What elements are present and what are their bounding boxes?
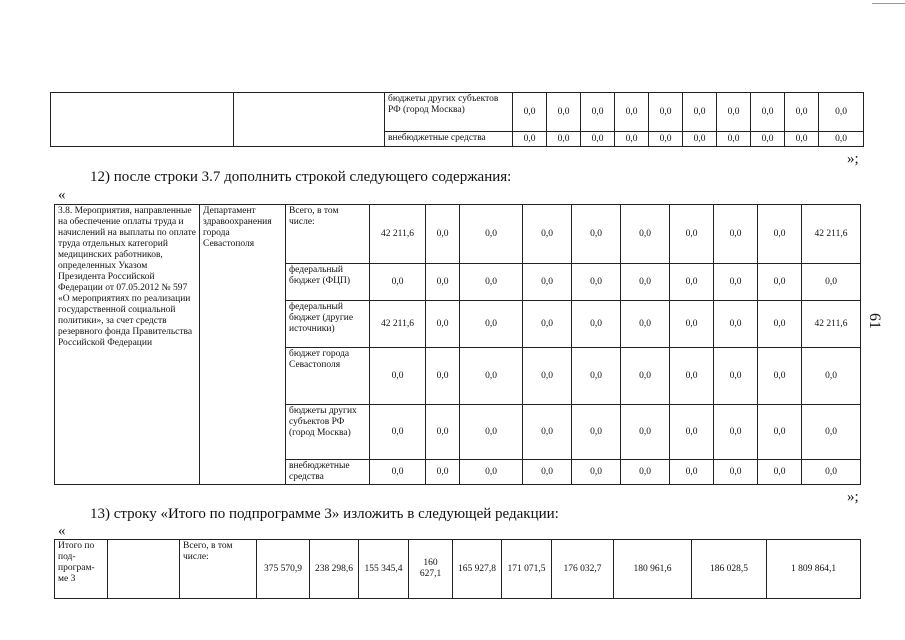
value-cell: 0,0 xyxy=(523,264,572,301)
value-cell: 0,0 xyxy=(621,205,670,264)
value-cell: 0,0 xyxy=(758,205,802,264)
value-cell: 0,0 xyxy=(621,264,670,301)
value-cell: 176 032,7 xyxy=(552,540,614,599)
value-cell: 0,0 xyxy=(370,348,426,405)
value-cell: 0,0 xyxy=(523,205,572,264)
executor-name xyxy=(108,540,180,599)
value-cell: 0,0 xyxy=(460,460,523,485)
value-cell: 0,0 xyxy=(426,348,460,405)
source-label: внебюджетные средства xyxy=(286,460,370,485)
value-cell: 0,0 xyxy=(758,348,802,405)
value-cell: 0,0 xyxy=(683,132,717,147)
measure-description: 3.8. Мероприятия, направленные на обеспечение оплаты труда и начислений на выплаты по оплате труда отдельных категорий медицинских работников, определенных Указом Президента Российской Федерации от 07.05.2012 № 597 «О мероприятиях по реализации государственной социальной политики», за счет средств резервного фонда Правительства Российской Федерации xyxy=(55,205,200,485)
value-cell: 0,0 xyxy=(758,301,802,348)
value-cell: 0,0 xyxy=(751,132,785,147)
table-continuation xyxy=(50,92,864,147)
value-cell: 0,0 xyxy=(572,301,621,348)
value-cell: 0,0 xyxy=(523,348,572,405)
value-cell: 0,0 xyxy=(670,205,714,264)
value-cell: 155 345,4 xyxy=(359,540,409,599)
value-cell: 0,0 xyxy=(513,132,547,147)
source-label: бюджет города Севастополя xyxy=(286,348,370,405)
value-cell: 0,0 xyxy=(785,132,819,147)
value-cell: 0,0 xyxy=(460,405,523,460)
source-label: федеральный бюджет (ФЦП) xyxy=(286,264,370,301)
value-cell: 0,0 xyxy=(572,405,621,460)
page-number: 61 xyxy=(866,313,883,329)
value-cell: 0,0 xyxy=(370,405,426,460)
value-cell: 0,0 xyxy=(670,348,714,405)
value-cell: 0,0 xyxy=(802,348,861,405)
value-cell: 0,0 xyxy=(547,93,581,132)
source-label: Всего, в том числе: xyxy=(180,540,257,599)
value-cell: 0,0 xyxy=(370,264,426,301)
value-cell: 0,0 xyxy=(819,132,864,147)
value-cell: 0,0 xyxy=(621,348,670,405)
value-cell: 0,0 xyxy=(649,93,683,132)
value-cell: 0,0 xyxy=(758,264,802,301)
value-cell: 0,0 xyxy=(615,93,649,132)
value-cell: 0,0 xyxy=(802,264,861,301)
source-label: бюджеты других субъектов РФ (город Москва) xyxy=(286,405,370,460)
value-cell: 0,0 xyxy=(523,405,572,460)
value-cell: 0,0 xyxy=(460,301,523,348)
value-cell: 42 211,6 xyxy=(370,301,426,348)
opening-quote: « xyxy=(58,187,66,203)
value-cell: 0,0 xyxy=(670,301,714,348)
value-cell: 375 570,9 xyxy=(257,540,310,599)
value-cell: 238 298,6 xyxy=(310,540,359,599)
value-cell: 0,0 xyxy=(581,132,615,147)
opening-quote: « xyxy=(58,523,66,539)
value-cell: 1 809 864,1 xyxy=(767,540,861,599)
value-cell: 0,0 xyxy=(717,132,751,147)
value-cell: 0,0 xyxy=(621,301,670,348)
source-label: Всего, в том числе: xyxy=(286,205,370,264)
value-cell: 186 028,5 xyxy=(692,540,767,599)
executor-cell xyxy=(234,93,385,147)
value-cell: 42 211,6 xyxy=(802,301,861,348)
measure-cell xyxy=(51,93,234,147)
value-cell: 0,0 xyxy=(621,460,670,485)
closing-quote: »; xyxy=(847,489,859,505)
executor-name: Департамент здравоохранения города Севастополя xyxy=(200,205,286,485)
table-row xyxy=(55,540,861,599)
scan-edge-line xyxy=(872,3,905,4)
value-cell: 171 071,5 xyxy=(502,540,552,599)
value-cell: 0,0 xyxy=(670,460,714,485)
source-label: внебюджетные средства xyxy=(385,132,513,147)
measure-description: Итого по под-програм-ме 3 xyxy=(55,540,108,599)
value-cell: 0,0 xyxy=(714,348,758,405)
value-cell: 0,0 xyxy=(581,93,615,132)
table-measure-3-8 xyxy=(54,204,861,485)
value-cell: 0,0 xyxy=(670,264,714,301)
value-cell: 0,0 xyxy=(714,205,758,264)
closing-quote: »; xyxy=(847,151,859,167)
value-cell: 0,0 xyxy=(460,348,523,405)
value-cell: 0,0 xyxy=(751,93,785,132)
source-label: бюджеты других субъектов РФ (город Москва) xyxy=(385,93,513,132)
value-cell: 0,0 xyxy=(714,301,758,348)
value-cell: 0,0 xyxy=(683,93,717,132)
value-cell: 0,0 xyxy=(426,460,460,485)
value-cell: 0,0 xyxy=(572,348,621,405)
value-cell: 0,0 xyxy=(572,205,621,264)
value-cell: 0,0 xyxy=(426,301,460,348)
value-cell: 0,0 xyxy=(649,132,683,147)
value-cell: 0,0 xyxy=(714,460,758,485)
value-cell: 0,0 xyxy=(615,132,649,147)
value-cell: 0,0 xyxy=(758,405,802,460)
value-cell: 0,0 xyxy=(785,93,819,132)
value-cell: 0,0 xyxy=(523,301,572,348)
value-cell: 0,0 xyxy=(621,405,670,460)
value-cell: 0,0 xyxy=(572,460,621,485)
value-cell: 0,0 xyxy=(717,93,751,132)
value-cell: 0,0 xyxy=(426,205,460,264)
value-cell: 0,0 xyxy=(426,405,460,460)
value-cell: 0,0 xyxy=(370,460,426,485)
value-cell: 42 211,6 xyxy=(370,205,426,264)
value-cell: 0,0 xyxy=(802,460,861,485)
value-cell: 160 627,1 xyxy=(409,540,453,599)
value-cell: 0,0 xyxy=(513,93,547,132)
paragraph-13: 13) строку «Итого по подпрограмме 3» изложить в следующей редакции: xyxy=(90,506,559,522)
value-cell: 0,0 xyxy=(714,264,758,301)
value-cell: 0,0 xyxy=(714,405,758,460)
value-cell: 180 961,6 xyxy=(614,540,692,599)
table-row xyxy=(51,93,864,132)
value-cell: 0,0 xyxy=(670,405,714,460)
paragraph-12: 12) после строки 3.7 дополнить строкой следующего содержания: xyxy=(90,169,512,185)
source-label: федеральный бюджет (другие источники) xyxy=(286,301,370,348)
value-cell: 0,0 xyxy=(547,132,581,147)
value-cell: 0,0 xyxy=(758,460,802,485)
value-cell: 0,0 xyxy=(460,205,523,264)
value-cell: 0,0 xyxy=(523,460,572,485)
value-cell: 165 927,8 xyxy=(453,540,502,599)
value-cell: 0,0 xyxy=(572,264,621,301)
table-row xyxy=(55,205,861,264)
value-cell: 0,0 xyxy=(819,93,864,132)
table-subprogram-total xyxy=(54,539,861,599)
value-cell: 0,0 xyxy=(802,405,861,460)
value-cell: 0,0 xyxy=(460,264,523,301)
value-cell: 0,0 xyxy=(426,264,460,301)
value-cell: 42 211,6 xyxy=(802,205,861,264)
